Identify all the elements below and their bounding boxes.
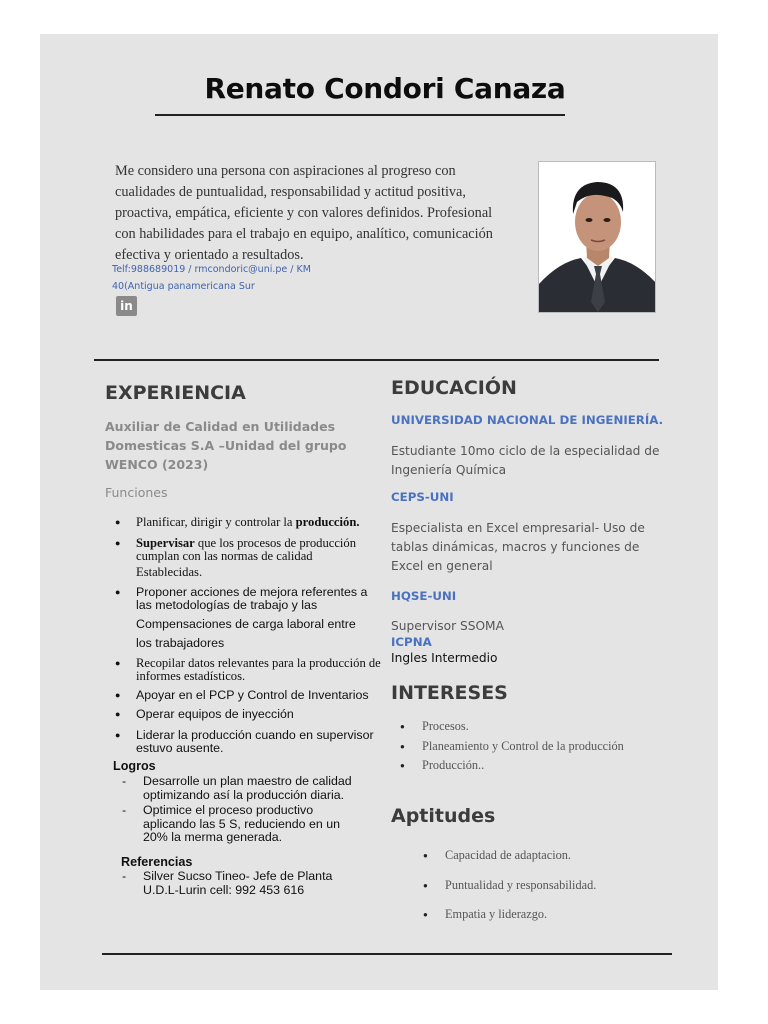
list-item: ● Producción.. — [400, 756, 624, 776]
institution-ceps: CEPS-UNI — [391, 490, 454, 504]
contact-info — [112, 261, 342, 295]
functions-label: Funciones — [105, 485, 168, 500]
list-item: ● Proponer acciones de mejora referentes a las metodologías de trabajo y las Compensaciones de carga laboral entre los trabajadores — [112, 586, 382, 653]
skills-list — [423, 841, 596, 930]
task-list — [112, 516, 382, 759]
applicant-name: Renato Condori Canaza — [204, 72, 566, 105]
list-item: ● Operar equipos de inyección — [112, 708, 382, 721]
interests-heading: INTERESES — [391, 682, 508, 704]
resume-page — [40, 34, 718, 990]
list-item: ● Planificar, dirigir y controlar la producción. — [112, 516, 382, 529]
job-title: Auxiliar de Calidad en Utilidades Domesticas S.A –Unidad del grupo WENCO (2023) — [105, 419, 347, 472]
education-detail: Estudiante 10mo ciclo de la especialidad de Ingeniería Química — [391, 444, 660, 477]
list-item: ● Procesos. — [400, 717, 624, 737]
list-item: ● Recopilar datos relevantes para la producción de informes estadísticos. — [112, 657, 382, 683]
list-item: - Desarrolle un plan maestro de calidad optimizando así la producción diaria. — [120, 775, 360, 802]
education-detail: Ingles Intermedio — [391, 651, 498, 665]
interests-list — [400, 717, 624, 776]
achievements-list — [120, 775, 360, 847]
references-label: Referencias — [121, 855, 193, 869]
achievements-label: Logros — [113, 759, 156, 773]
experience-heading: EXPERIENCIA — [105, 382, 246, 404]
list-item: ● Puntualidad y responsabilidad. — [423, 871, 596, 901]
section-divider — [94, 359, 659, 361]
references-list — [120, 870, 345, 899]
list-item: ● Liderar la producción cuando en supervisor estuvo ausente. — [112, 729, 382, 755]
linkedin-icon[interactable]: in — [116, 296, 137, 316]
skills-heading: Aptitudes — [391, 805, 496, 827]
education-detail: Supervisor SSOMA — [391, 619, 504, 633]
institution-hqse: HQSE-UNI — [391, 589, 457, 603]
list-item: ● Apoyar en el PCP y Control de Inventarios — [112, 689, 382, 702]
section-divider — [102, 953, 672, 955]
contact-line[interactable]: Telf:988689019 / rmcondoric@uni.pe / KM — [112, 264, 311, 275]
list-item: - Silver Sucso Tineo- Jefe de Planta U.D.L-Lurin cell: 992 453 616 — [120, 870, 345, 897]
contact-line: 40(Antigua panamericana Sur — [112, 281, 255, 292]
list-item: - Optimice el proceso productivo aplicando las 5 S, reduciendo en un 20% la merma generada. — [120, 804, 360, 845]
list-item: ● Planeamiento y Control de la producción — [400, 737, 624, 757]
institution-icpna: ICPNA — [391, 635, 432, 649]
profile-summary: Me considero una persona con aspiraciones al progreso con cualidades de puntualidad, responsabilidad y actitud positiva, proactiva, empática, eficiente y con valores definidos. Profesional con habilidades para el trabajo en equipo, analítico, comunicación efectiva y orientado a resultados. — [115, 163, 493, 263]
education-detail: Especialista en Excel empresarial- Uso de tablas dinámicas, macros y funciones de Excel en general — [391, 521, 645, 573]
list-item: ● Empatia y liderazgo. — [423, 900, 596, 930]
institution-uni: UNIVERSIDAD NACIONAL DE INGENIERÍA. — [391, 413, 664, 427]
profile-photo — [538, 161, 656, 313]
education-heading: EDUCACIÓN — [391, 377, 517, 399]
name-underline — [155, 114, 565, 116]
list-item: ● Capacidad de adaptacion. — [423, 841, 596, 871]
list-item: ● Supervisar que los procesos de producción cumplan con las normas de calidad Establecidas. — [112, 537, 382, 582]
